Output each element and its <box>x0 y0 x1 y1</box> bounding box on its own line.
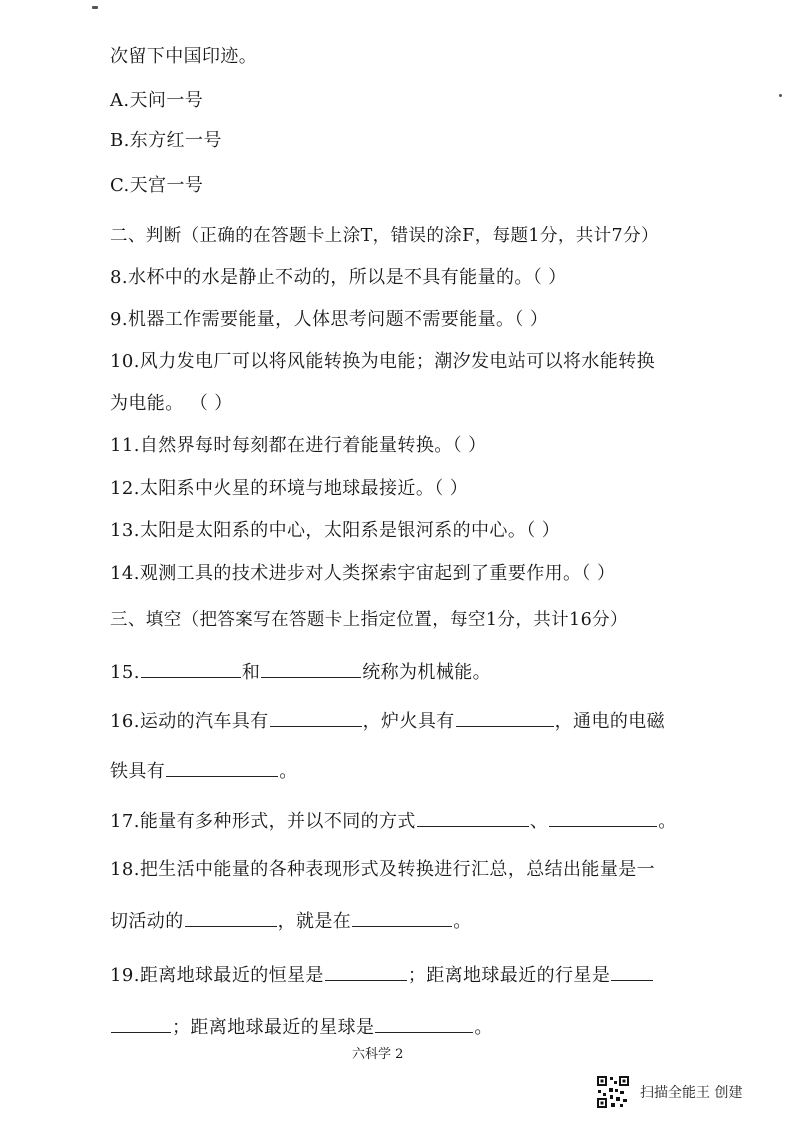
scanner-watermark: 扫描全能王 创建 <box>640 1085 743 1101</box>
question-16-text: 16.运动的汽车具有 <box>110 711 269 732</box>
answer-blank <box>549 808 657 827</box>
question-17-text: 。 <box>658 811 677 832</box>
answer-blank <box>270 708 362 727</box>
qr-code-icon <box>596 1075 630 1109</box>
question-19-text: ；距离地球最近的星球是 <box>172 1017 375 1038</box>
question-16-line1 <box>110 708 665 734</box>
question-15-number: 15. <box>110 662 140 683</box>
question-16-text: ，通电的电磁 <box>554 711 666 732</box>
answer-blank <box>417 808 529 827</box>
question-16-text: 铁具有 <box>110 761 166 782</box>
question-16-text: 。 <box>279 761 298 782</box>
answer-blank <box>611 962 653 981</box>
question-14: 14.观测工具的技术进步对人类探索宇宙起到了重要作用。（ ） <box>110 563 616 584</box>
scan-speck <box>92 6 98 9</box>
answer-blank <box>141 659 241 678</box>
question-19-line2 <box>110 1014 493 1040</box>
question-17-text: 、 <box>529 811 549 832</box>
question-7-tail: 次留下中国印迹。 <box>110 46 258 67</box>
question-19-text: 。 <box>474 1017 493 1038</box>
scan-speck <box>779 94 782 97</box>
page-footer: 六科学 2 <box>352 1047 404 1062</box>
question-15-text: 统称为机械能。 <box>362 662 492 683</box>
question-18-line1: 18.把生活中能量的各种表现形式及转换进行汇总，总结出能量是一 <box>110 859 656 880</box>
question-19-text: ；距离地球最近的行星是 <box>407 965 611 986</box>
question-11: 11.自然界每时每刻都在进行着能量转换。（ ） <box>110 435 487 456</box>
answer-blank <box>261 659 361 678</box>
answer-blank <box>325 962 407 981</box>
section-2-title: 二、判断（正确的在答题卡上涂T，错误的涂F，每题1分，共计7分） <box>110 226 659 246</box>
question-18-text: 切活动的 <box>110 911 184 932</box>
question-18-text: 。 <box>453 911 472 932</box>
question-15 <box>110 659 491 685</box>
answer-blank <box>456 708 554 727</box>
question-10-line2: 为电能。 （ ） <box>110 393 233 414</box>
question-16-text: ，炉火具有 <box>362 711 455 732</box>
question-19-text: 19.距离地球最近的恒星是 <box>110 965 324 986</box>
question-12: 12.太阳系中火星的环境与地球最接近。（ ） <box>110 478 469 499</box>
question-15-text: 和 <box>241 662 261 683</box>
question-18-line2 <box>110 908 472 934</box>
question-9: 9.机器工作需要能量，人体思考问题不需要能量。（ ） <box>110 309 549 330</box>
question-10-line1: 10.风力发电厂可以将风能转换为电能；潮汐发电站可以将水能转换 <box>110 351 656 372</box>
answer-blank <box>111 1014 171 1033</box>
question-18-text: ，就是在 <box>277 911 352 932</box>
section-3-title: 三、填空（把答案写在答题卡上指定位置，每空1分，共计16分） <box>110 610 628 630</box>
option-c: C.天宫一号 <box>110 175 204 196</box>
answer-blank <box>185 908 277 927</box>
question-17-text: 17.能量有多种形式，并以不同的方式 <box>110 811 416 832</box>
question-16-line2 <box>110 758 298 784</box>
question-13: 13.太阳是太阳系的中心，太阳系是银河系的中心。（ ） <box>110 520 561 541</box>
answer-blank <box>352 908 452 927</box>
option-a: A.天问一号 <box>110 90 204 111</box>
question-19-line1 <box>110 962 654 988</box>
question-17 <box>110 808 677 834</box>
option-b: B.东方红一号 <box>110 130 222 151</box>
question-8: 8.水杯中的水是静止不动的，所以是不具有能量的。（ ） <box>110 267 567 288</box>
answer-blank <box>166 758 278 777</box>
answer-blank <box>375 1014 473 1033</box>
